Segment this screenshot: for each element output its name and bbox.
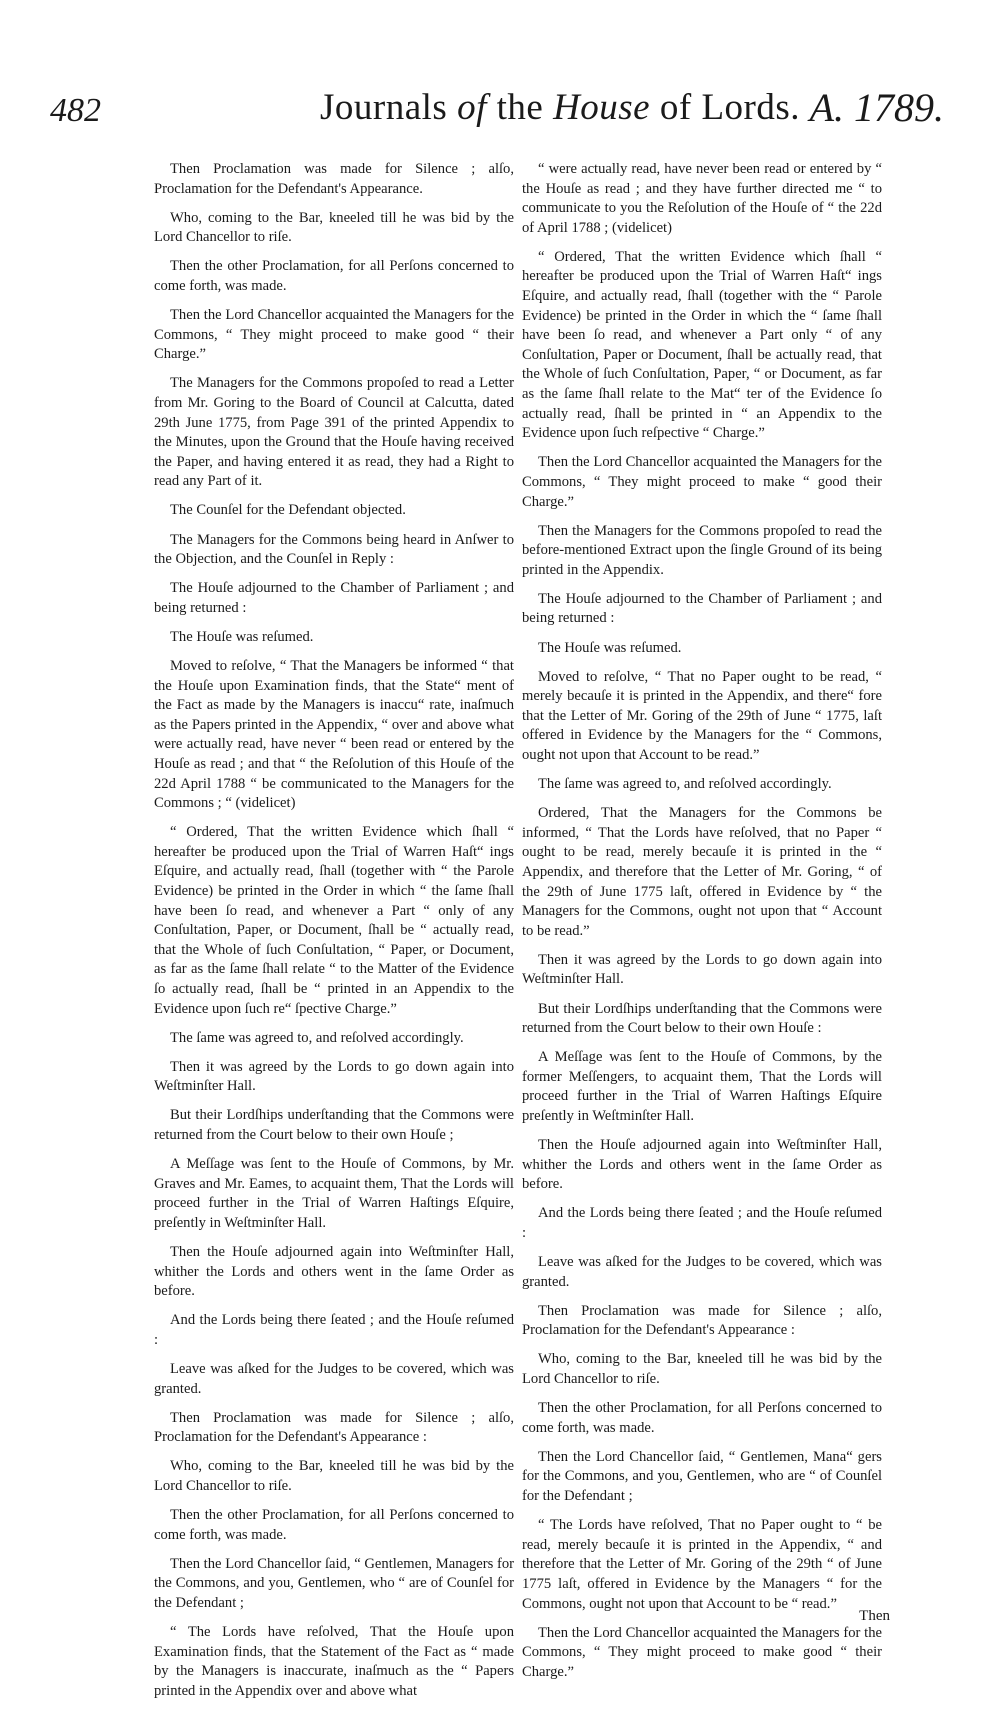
- paragraph: Then the Lord Chancellor acquainted the Managers for the Commons, “ They might proceed to make good “ their Charge.”: [154, 307, 514, 363]
- title-lords: Lords.: [701, 87, 801, 128]
- paragraph: And the Lords being there ſeated ; and the Houſe reſumed :: [522, 1205, 882, 1241]
- year: A. 1789.: [809, 85, 944, 130]
- paragraph: The Houſe adjourned to the Chamber of Parliament ; and being returned :: [154, 580, 514, 616]
- paragraph: Who, coming to the Bar, kneeled till he was bid by the Lord Chancellor to riſe.: [154, 1458, 514, 1494]
- paragraph: A Meſſage was ſent to the Houſe of Commons, by Mr. Graves and Mr. Eames, to acquaint them, That the Lords will proceed further in the Trial of Warren Haſtings Eſquire, preſently in Weſtminſter Hall.: [154, 1156, 514, 1231]
- page-header: [50, 84, 950, 144]
- paragraph: The Counſel for the Defendant objected.: [170, 502, 406, 519]
- paragraph: And the Lords being there ſeated ; and the Houſe reſumed :: [154, 1312, 514, 1348]
- paragraph: Then the Lord Chancellor acquainted the Managers for the Commons, “ They might proceed to make “ good their Charge.”: [522, 454, 882, 510]
- paragraph: Then the Managers for the Commons propoſed to read the before-mentioned Extract upon the ſingle Ground of its being printed in the Appendix.: [522, 522, 882, 578]
- title-the: the: [486, 87, 554, 128]
- paragraph: The ſame was agreed to, and reſolved accordingly.: [538, 776, 832, 793]
- right-column: [522, 160, 882, 1692]
- paragraph: “ The Lords have reſolved, That the Houſe upon Examination finds, that the Statement of the Fact as “ made by the Managers is inaccurate, inaſmuch as the “ Papers printed in the Appendix over and above what: [154, 1624, 514, 1699]
- running-title: [320, 86, 800, 129]
- paragraph: Who, coming to the Bar, kneeled till he was bid by the Lord Chancellor to riſe.: [522, 1351, 882, 1388]
- paragraph: “ Ordered, That the written Evidence which ſhall “ hereafter be produced upon the Trial of Warren Haſt“ ings Eſquire, and actually read, ſhall (together with “ the Parole Evidence) be printed in the Order in which “ the ſame ſhall have been ſo read, and whenever a Part “ only of any Conſultation, Paper, or Document, ſhall be “ actually read, that the Whole of ſuch Conſultation, “ Paper, or Document, as far as the ſame ſhall relate “ to the Matter of the Evidence ſo actually read, ſhall be “ printed in an Appendix to the Evidence upon ſuch re“ ſpective Charge.”: [154, 824, 514, 1017]
- paragraph: Then it was agreed by the Lords to go down again into Weſtminſter Hall.: [522, 951, 882, 988]
- left-column: [154, 160, 514, 1711]
- paragraph: Then the Houſe adjourned again into Weſtminſter Hall, whither the Lords and others went in the ſame Order as before.: [522, 1137, 882, 1193]
- paragraph: The Houſe was reſumed.: [170, 628, 314, 645]
- paragraph: Moved to reſolve, “ That the Managers be informed “ that the Houſe upon Examination finds, that the State“ ment of the Fact as made by the Managers is inaccu“ rate, inaſmuch as the Papers printed in the Appendix, “ over and above what were actually read, have never “ been read or entered by the Houſe as read ; and that “ the Reſolution of this Houſe of the 22d April 1788 “ be communicated to the Managers for the Commons ; “ (videlicet): [154, 657, 514, 812]
- title-journals: Journals: [320, 87, 458, 128]
- paragraph: “ The Lords have reſolved, That no Paper ought to “ be read, merely becauſe it is printed in the Appendix, “ and therefore that the Letter of Mr. Goring of the 29th “ of June 1775 laſt, offered in Evidence by the Managers “ for the Commons, ought not upon that Account to be “ read.”: [522, 1517, 882, 1612]
- paragraph: A Meſſage was ſent to the Houſe of Commons, by the former Meſſengers, to acquaint them, That the Lords will proceed further in the Trial of Warren Haſtings Eſquire preſently in Weſtminſter Hall.: [522, 1049, 882, 1125]
- paragraph: Then it was agreed by the Lords to go down again into Weſtminſter Hall.: [154, 1058, 514, 1095]
- paragraph: The Managers for the Commons being heard in Anſwer to the Objection, and the Counſel in Reply :: [154, 531, 514, 568]
- title-of: of: [457, 87, 487, 128]
- paragraph: “ Ordered, That the written Evidence which ſhall “ hereafter be produced upon the Trial of Warren Haſt“ ings Eſquire, and actually read, ſhall (together with the “ Parole Evidence) be printed in the Order in which the “ ſame ſhall have been ſo read, and whenever a Part only “ of any Conſultation, Paper or Document, ſhall be actually read, that the Whole of ſuch Conſultation, Paper, “ or Document, as far as the ſame ſhall relate to the Mat“ ter of the Evidence ſo actually read, ſhall be printed in “ an Appendix to the Evidence upon ſuch reſpective “ Charge.”: [522, 248, 882, 442]
- paragraph: Then Proclamation was made for Silence ; alſo, Proclamation for the Defendant's Appearance :: [522, 1302, 882, 1339]
- paragraph: Then the other Proclamation, for all Perſons concerned to come forth, was made.: [154, 1507, 514, 1543]
- paragraph: Then the other Proclamation, for all Perſons concerned to come forth, was made.: [522, 1400, 882, 1436]
- catchword: Then: [859, 1608, 890, 1624]
- page-number: 482: [50, 92, 101, 129]
- paragraph: Then the Lord Chancellor acquainted the Managers for the Commons, “ They might proceed to make good “ their Charge.”: [522, 1624, 882, 1680]
- paragraph: Leave was aſked for the Judges to be covered, which was granted.: [154, 1360, 514, 1397]
- paragraph: Then the Lord Chancellor ſaid, “ Gentlemen, Mana“ gers for the Commons, and you, Gentlemen, who are “ of Counſel for the Defendant ;: [522, 1448, 882, 1505]
- paragraph: “ were actually read, have never been read or entered by “ the Houſe as read ; and they have further directed me “ to communicate to you the Reſolution of the Houſe of “ the 22d of April 1788 ; (videlicet): [522, 161, 882, 236]
- paragraph: Who, coming to the Bar, kneeled till he was bid by the Lord Chancellor to riſe.: [154, 209, 514, 246]
- paragraph: The Houſe was reſumed.: [538, 639, 682, 656]
- title-of-2: of: [650, 87, 702, 128]
- paragraph: But their Lordſhips underſtanding that the Commons were returned from the Court below to their own Houſe :: [522, 1000, 882, 1037]
- paragraph: Ordered, That the Managers for the Commons be informed, “ That the Lords have reſolved, that no Paper “ ought to be read, merely becauſe it is printed in the “ Appendix, and therefore that the Letter of Mr. Goring, “ of the 29th of June 1775 laſt, offered in Evidence by “ the Managers for the Commons, ought not upon that “ Account to be read.”: [522, 805, 882, 939]
- paragraph: Then the other Proclamation, for all Perſons concerned to come forth, was made.: [154, 258, 514, 294]
- paragraph: Leave was aſked for the Judges to be covered, which was granted.: [522, 1254, 882, 1290]
- paragraph: Moved to reſolve, “ That no Paper ought to be read, “ merely becauſe it is printed in the Appendix, and there“ fore that the Letter of Mr. Goring of the 29th of June “ 1775, laſt offered in Evidence by the Managers for the “ Commons, ought not upon that Account to be read.”: [522, 668, 882, 764]
- paragraph: The Houſe adjourned to the Chamber of Parliament ; and being returned :: [522, 590, 882, 627]
- title-house: House: [553, 87, 651, 128]
- paragraph: Then the Houſe adjourned again into Weſtminſter Hall, whither the Lords and others went in the ſame Order as before.: [154, 1244, 514, 1300]
- paragraph: The Managers for the Commons propoſed to read a Letter from Mr. Goring to the Board of Council at Calcutta, dated 29th June 1775, from Page 391 of the printed Appendix to the Minutes, upon the Ground that the Houſe having received the Paper, and having entered it as read, they had a Right to read any Part of it.: [154, 375, 514, 490]
- paragraph: The ſame was agreed to, and reſolved accordingly.: [170, 1029, 464, 1046]
- paragraph: Then Proclamation was made for Silence ; alſo, Proclamation for the Defendant's Appearance :: [154, 1409, 514, 1446]
- paragraph: Then Proclamation was made for Silence ; alſo, Proclamation for the Defendant's Appearance.: [154, 161, 514, 197]
- paragraph: But their Lordſhips underſtanding that the Commons were returned from the Court below to their own Houſe ;: [154, 1107, 514, 1144]
- paragraph: Then the Lord Chancellor ſaid, “ Gentlemen, Managers for the Commons, and you, Gentlemen, who “ are of Counſel for the Defendant ;: [154, 1555, 514, 1611]
